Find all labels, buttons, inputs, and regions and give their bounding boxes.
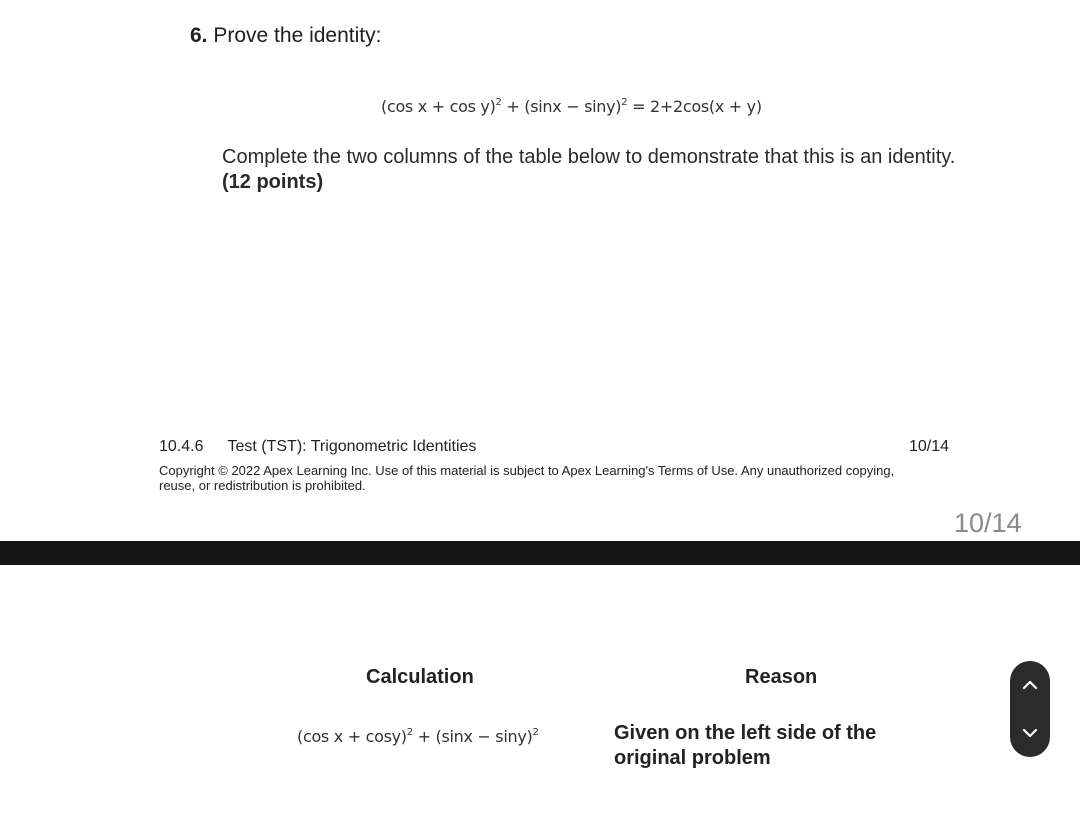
calc-part1: (cos x + cosy) [297,727,407,746]
chevron-up-icon [1022,680,1038,690]
question-number: 6. [190,24,208,47]
table-header-calculation: Calculation [366,666,474,688]
footer-page-number: 10/14 [909,438,950,455]
calc-exp1: 2 [406,727,413,738]
page-down-button[interactable] [1010,709,1050,757]
page-up-button[interactable] [1010,661,1050,709]
question-prompt: Prove the identity: [213,24,382,47]
calc-plus: + [417,727,431,746]
table-header-reason: Reason [745,666,818,688]
identity-equation [381,97,762,116]
question-title [190,24,381,48]
identity-rhs: = 2+2cos(x + y) [632,97,762,116]
identity-lhs-part1: (cos x + cos y) [381,97,496,116]
identity-plus: + [506,97,520,116]
page-nav-control [1010,661,1050,757]
calc-exp2: 2 [532,727,539,738]
identity-lhs-part2: (sinx − siny) [524,97,622,116]
identity-exp1: 2 [495,97,502,108]
footer-test-title: Test (TST): Trigonometric Identities [227,438,477,455]
viewer-page-indicator: 10/14 [954,508,1022,538]
footer-section-number: 10.4.6 [159,438,204,455]
identity-exp2: 2 [621,97,628,108]
copyright-notice: Copyright © 2022 Apex Learning Inc. Use of this material is subject to Apex Learning's Terms of Use. Any unauthorized copying, reuse, or redistribution is prohibited. [159,463,895,493]
instructions [222,145,962,195]
footer-section [159,438,476,456]
calc-part2: (sinx − siny) [435,727,533,746]
instruction-text: Complete the two columns of the table below to demonstrate that this is an identity. [222,146,956,168]
page-divider [0,541,1080,565]
table-row-reason: Given on the left side of the original problem [614,722,877,769]
points-label: (12 points) [222,171,324,193]
table-row-calculation [297,727,539,746]
chevron-down-icon [1022,728,1038,738]
